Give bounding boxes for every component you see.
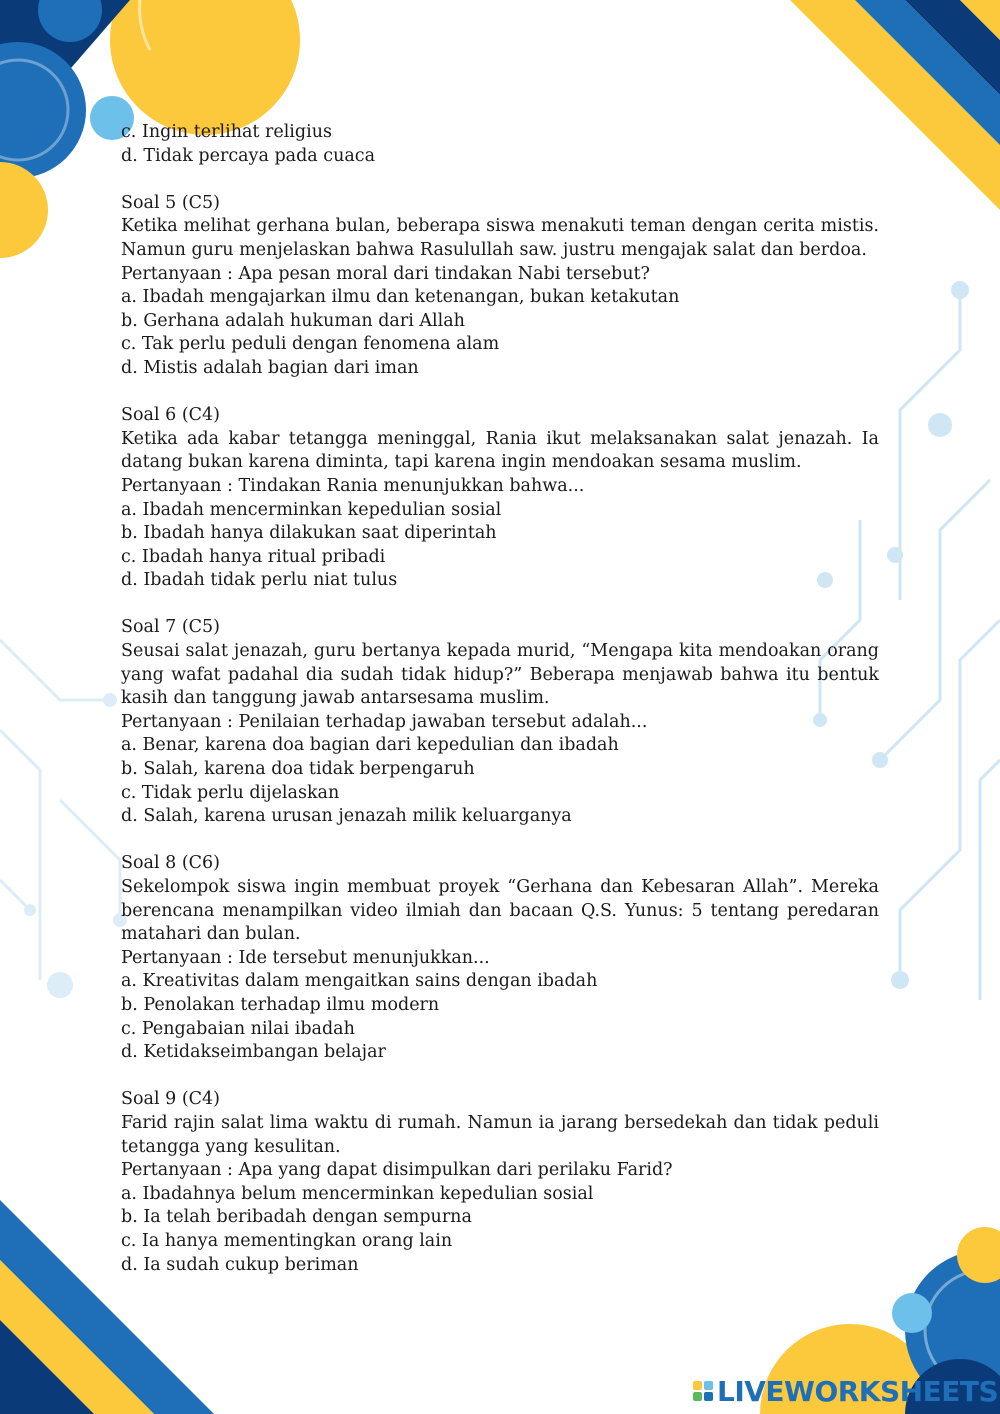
liveworksheets-logo[interactable] — [693, 1374, 998, 1408]
question-stem: Farid rajin salat lima waktu di rumah. Namun ia jarang bersedekah dan tidak peduli tetangga yang kesulitan. — [121, 1112, 879, 1157]
question-title: Soal 6 (C4) — [121, 405, 220, 426]
question-block-9 — [121, 1088, 879, 1277]
answer-option-b: b. Penolakan terhadap ilmu modern — [121, 994, 440, 1015]
answer-option-d: d. Salah, karena urusan jenazah milik keluarganya — [121, 806, 572, 827]
question-block-5 — [121, 192, 879, 381]
option-d: d. Tidak percaya pada cuaca — [121, 145, 376, 166]
question-block-7 — [121, 616, 879, 828]
question-prompt: Pertanyaan : Ide tersebut menunjukkan... — [121, 947, 490, 968]
answer-option-c: c. Tak perlu peduli dengan fenomena alam — [121, 334, 500, 355]
answer-option-b: b. Ia telah beribadah dengan sempurna — [121, 1207, 472, 1228]
question-prompt: Pertanyaan : Tindakan Rania menunjukkan bahwa... — [121, 475, 585, 496]
logo-text: LIVEWORKSHEETS — [717, 1374, 999, 1408]
answer-option-d: d. Mistis adalah bagian dari iman — [121, 357, 419, 378]
answer-option-a: a. Ibadahnya belum mencerminkan kepedulian sosial — [121, 1183, 594, 1204]
question-stem: Ketika melihat gerhana bulan, beberapa siswa menakuti teman dengan cerita mistis. Namun guru menjelaskan bahwa Rasulullah saw. justru mengajak salat dan berdoa. — [121, 216, 879, 260]
previous-question-options — [121, 121, 879, 168]
answer-option-a: a. Ibadah mencerminkan kepedulian sosial — [121, 499, 502, 520]
question-title: Soal 9 (C4) — [121, 1089, 220, 1110]
answer-option-c: c. Ia hanya mementingkan orang lain — [121, 1230, 453, 1251]
liveworksheets-logo-icon — [693, 1381, 713, 1401]
answer-option-b: b. Salah, karena doa tidak berpengaruh — [121, 759, 475, 780]
question-block-8 — [121, 852, 879, 1064]
answer-option-d: d. Ibadah tidak perlu niat tulus — [121, 570, 398, 591]
answer-option-d: d. Ketidakseimbangan belajar — [121, 1042, 386, 1063]
answer-option-a: a. Ibadah mengajarkan ilmu dan ketenangan, bukan ketakutan — [121, 287, 680, 308]
option-c: c. Ingin terlihat religius — [121, 122, 332, 142]
answer-option-d: d. Ia sudah cukup beriman — [121, 1254, 359, 1275]
question-prompt: Pertanyaan : Penilaian terhadap jawaban tersebut adalah... — [121, 711, 648, 732]
question-stem: Seusai salat jenazah, guru bertanya kepada murid, “Mengapa kita mendoakan orang yang wafat padahal dia sudah tidak hidup?” Beberapa menjawab bahwa itu bentuk kasih dan tanggung jawab antarsesama muslim. — [121, 641, 879, 709]
question-title: Soal 7 (C5) — [121, 617, 220, 638]
question-prompt: Pertanyaan : Apa yang dapat disimpulkan dari perilaku Farid? — [121, 1160, 673, 1181]
question-title: Soal 8 (C6) — [121, 853, 220, 874]
question-stem: Sekelompok siswa ingin membuat proyek “Gerhana dan Kebesaran Allah”. Mereka berencana menampilkan video ilmiah dan bacaan Q.S. Yunus: 5 tentang peredaran matahari dan bulan. — [121, 877, 879, 945]
answer-option-b: b. Gerhana adalah hukuman dari Allah — [121, 310, 465, 331]
question-stem: Ketika ada kabar tetangga meninggal, Rania ikut melaksanakan salat jenazah. Ia datang bukan karena diminta, tapi karena ingin mendoakan sesama muslim. — [121, 428, 879, 473]
answer-option-c: c. Tidak perlu dijelaskan — [121, 782, 340, 803]
question-prompt: Pertanyaan : Apa pesan moral dari tindakan Nabi tersebut? — [121, 263, 650, 284]
question-block-6 — [121, 404, 879, 593]
answer-option-b: b. Ibadah hanya dilakukan saat diperintah — [121, 523, 497, 544]
circuit-lines-left — [0, 640, 120, 980]
answer-option-a: a. Benar, karena doa bagian dari kepedulian dan ibadah — [121, 735, 619, 756]
worksheet-content — [121, 121, 879, 1301]
question-title: Soal 5 (C5) — [121, 192, 220, 213]
answer-option-a: a. Kreativitas dalam mengaitkan sains dengan ibadah — [121, 971, 598, 992]
answer-option-c: c. Pengabaian nilai ibadah — [121, 1018, 355, 1039]
answer-option-c: c. Ibadah hanya ritual pribadi — [121, 546, 386, 567]
